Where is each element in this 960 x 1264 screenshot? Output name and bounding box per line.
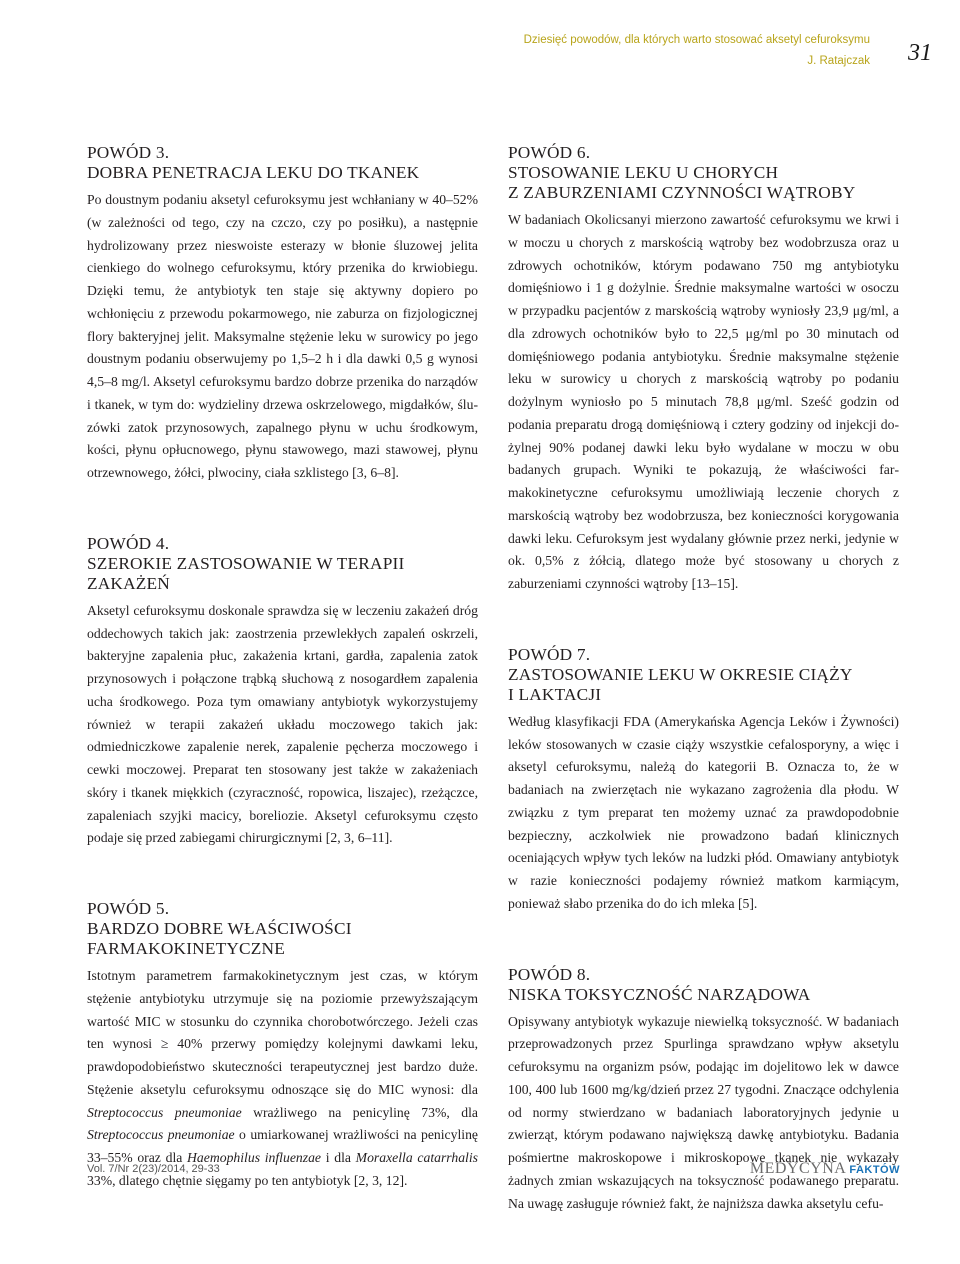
section-body xyxy=(87,965,478,1193)
section-body: Aksetyl cefuroksymu doskonale sprawdza się w leczeniu zakażeń dróg oddechowych takich jak: zaostrzenia przewlekłych zapaleń oskrzeli, bakteryjne zapalenia płuc, zakażenia krtani, gardła, zapalenia zatok przynosowych i połączone trąbką słuchową z nosogardłem zapalenia ucha środkowego. Poza tym omawiany antybiotyk wykorzystujemy również w terapii zakażeń układu moczowego takich jak: odmiedniczkowe zapalenie nerek, zapalenie pęcherza moczowego i cewki moczowej. Preparat ten stosowany jest także w zakażeniach skóry i tkanek miękkich (czyraczność, ropowica, liszajec), rzeżączce, zapaleniach szyjki macicy, boreliozie. Aksetyl cefuroksymu często podaje się przed zabiegami chirurgicznymi [2, 3, 6–11]. xyxy=(87,602,478,846)
body-text: i dla xyxy=(321,1150,356,1165)
italic-term: Streptococcus pneumoniae xyxy=(87,1104,242,1120)
section-body: Po doustnym podaniu aksetyl cefuroksymu jest wchłaniany w 40–52% (w zależności od tego, czy na czczo, czy po posiłku), a następnie hydrolizowany przez nieswoiste esterazy w błonie śluzowej jelita cienkiego do wolnego cefuroksymu, który przenika do krwiobiegu. Dzięki temu, że antybiotyk ten staje się aktywny dopiero po wchłonięciu z przewodu pokarmowego, nie zaburza on fizjologicznej flory bakteryjnej jelit. Maksymalne stężenie leku w surowicy po jego doustnym podaniu obserwujemy po 1,5–2 h i dla dawki 0,5 g wynosi 4,5–8 mg/l. Aksetyl cefuroksymu bardzo dobrze przenika do narządów i tkanek, w tym do: wydzieliny drzewa oskrzelowego, migdałków, śluzówki zatok przynosowych, zapalnego płynu w uchu środkowym, kości, płynu opłucnowego, płynu stawowego, mazi stawowej, płynu otrzewnowego, żółci, plwociny, ciała szklistego [3, 6–8]. xyxy=(87,192,478,480)
italic-term: Moraxella catarrhalis xyxy=(355,1150,478,1165)
body-text: wrażliwego na penicylinę 73%, dla xyxy=(241,1104,478,1120)
page-number: 31 xyxy=(908,40,932,66)
section-body: Według klasyfikacji FDA (Amerykańska Agencja Leków i Żywności) leków stosowanych w czasie ciąży wszystkie cefalosporyny, a więc i aksetyl cefuroksymu, należą do kategorii B. Oznacza to, że w badaniach na zwierzętach nie wykazano zagrożenia dla płodu. W związku z tym preparat ten możemy uznać za prawdopodobnie bezpieczny, aczkolwiek nie prowadzono badań klinicznych oceniających wpływ tych leków na ludzki płód. Omawiany antybiotyk w razie konieczności podajemy również matkom karmiącym, ponieważ słabo przenika do do ich mleka [5]. xyxy=(508,713,899,911)
section-reason-4 xyxy=(87,534,478,850)
section-heading: POWÓD 7. ZASTOSOWANIE LEKU W OKRESIE CIĄŻY I LAKTACJI xyxy=(508,644,853,704)
section-body: Opisywany antybiotyk wykazuje niewielką toksyczność. W badaniach przeprowadzonych przez Spurlinga sprawdzano wpływ aksetylu cefuroksymu na organizm psów, podając im dojelitowo lek w dawce 100, 400 lub 1600 mg/kg/dzień przez 27 tygodni. Znaczące odchylenia od normy stwierdzano w badaniach laboratoryjnych jedynie u zwierząt, którym podawano największą dawkę antybiotyku. Badania pośmiertne makroskopowe i mikroskopowe tkanek nie wykazały żadnych zmian wskazujących na toksyczność podawanego preparatu. Na uwagę zasługuje również fakt, że najniższa dawka aksetylu cefu- xyxy=(508,1013,899,1211)
italic-term: Haemophilus influenzae xyxy=(187,1150,321,1165)
section-reason-7 xyxy=(508,645,899,916)
left-column xyxy=(87,143,478,1242)
italic-term: Streptococcus pneumoniae xyxy=(87,1127,235,1143)
right-column xyxy=(508,143,899,1264)
body-text: 33%, dlatego chętnie sięgamy po ten antybiotyk [2, 3, 12]. xyxy=(87,1172,408,1188)
journal-logo xyxy=(750,1160,900,1178)
section-reason-3 xyxy=(87,143,478,485)
logo-sub-text: FAKTÓW xyxy=(849,1164,900,1176)
footer-citation: Vol. 7/Nr 2(23)/2014, 29-33 xyxy=(87,1163,220,1175)
logo-main-text: MEDYCYNA xyxy=(749,1160,847,1177)
section-body: W badaniach Okolicsanyi mierzono zawartość cefuroksymu we krwi i w moczu u chorych z marskością wątroby bez wodobrzusza oraz u zdrowych ochotników, którym podawano 750 mg antybiotyku domięśniowo i 1 g dożylnie. Średnie maksymalne wartości w osoczu w przypadku pacjentów z marskością wątroby wyniosły 23,9 μg/ml, a dla zdrowych ochotników było to 22,5 μg/ml po 30 minutach od domięśniowego podania antybiotyku. Średnie maksymalne stężenie leku w surowicy u chorych z marskością wątroby po podaniu dożylnym wyniosło po 5 minutach 78,8 μg/ml. Sześć godzin od podania preparatu drogą domięśniową i cztery godziny od injekcji dożylnej 90% podanej dawki leku było wydalane w moczu w obu badanych grupach. Wyniki te pokazują, że właściwości farmakokinetyczne cefuroksymu umożliwiają leczenie chorych z marskością wątroby bez wodobrzusza, bez konieczności korygowania dawki leku. Cefuroksym jest wydalany głównie przez nerki, jedynie w ok. 0,5% z żółcią, dlatego może być stosowany u chorych z zaburzeniami czynności wątroby [13–15]. xyxy=(508,212,899,591)
running-head xyxy=(524,30,870,72)
section-heading: POWÓD 3. DOBRA PENETRACJA LEKU DO TKANEK xyxy=(87,143,420,182)
section-reason-5 xyxy=(87,899,478,1193)
article-title: Dziesięć powodów, dla których warto stosować aksetyl cefuroksymu xyxy=(523,34,870,46)
body-text: Istotnym parametrem farmakokinetycznym jest czas, w którym stężenie antybiotyku utrzymuje się na poziomie przewyższającym wartość MIC w stosunku do czynnika chorobotwórczego. Jeżeli czas ten wynosi ≥ 40% przerwy pomiędzy kolejnymi dawkami leku, prawdopodobieństwo skuteczności terapeutycznej jest bardzo duże. Stężenie aksetylu cefuroksymu odnoszące się do MIC wynosi: dla xyxy=(87,968,478,1097)
body-text: o umiarkowanej wrażliwości na penicylinę 33–55% oraz dla xyxy=(87,1127,478,1165)
section-heading: POWÓD 8. NISKA TOKSYCZNOŚĆ NARZĄDOWA xyxy=(508,964,811,1004)
section-reason-6 xyxy=(508,143,899,596)
section-heading: POWÓD 6. STOSOWANIE LEKU U CHORYCH Z ZABURZENIAMI CZYNNOŚCI WĄTROBY xyxy=(508,143,856,202)
author: J. Ratajczak xyxy=(807,55,870,67)
section-heading: POWÓD 4. SZEROKIE ZASTOSOWANIE W TERAPII ZAKAŻEŃ xyxy=(87,533,405,593)
section-heading: POWÓD 5. BARDZO DOBRE WŁAŚCIWOŚCI FARMAKOKINETYCZNE xyxy=(87,899,352,958)
